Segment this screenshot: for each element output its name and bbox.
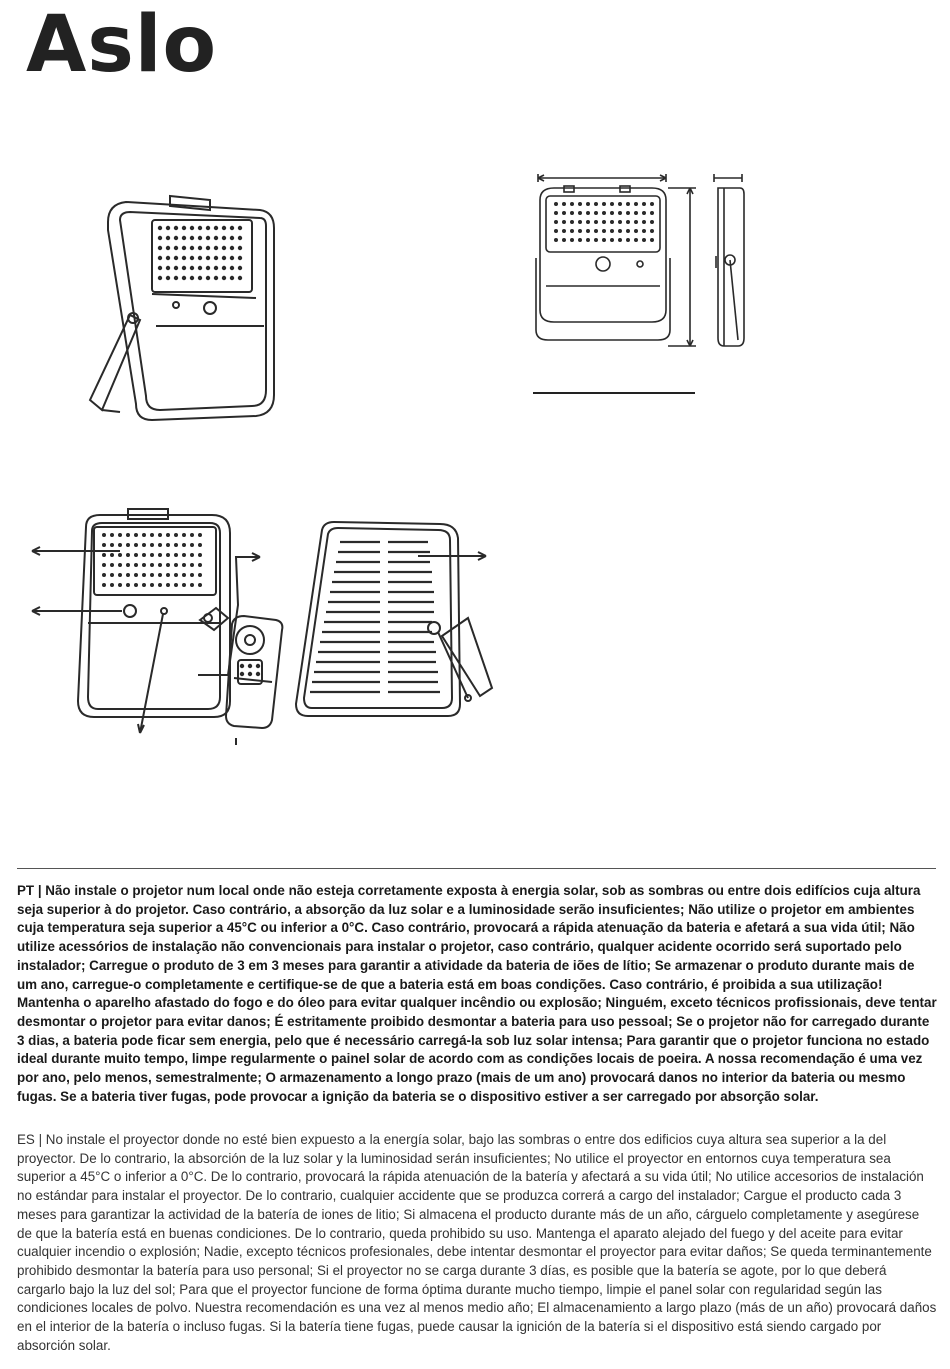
section-divider: [17, 868, 936, 869]
warning-text-es: [17, 1131, 937, 1355]
floodlight-dimension-drawing-icon: [528, 160, 768, 400]
warning-text-pt: [17, 882, 937, 1106]
remote-control-icon: [192, 600, 292, 745]
warning-es-paragraph: ES | No instale el proyector donde no esté bien expuesto a la energía solar, bajo las sombras o entre dos edificios cuya altura sea superior a la del proyector. De lo contrario, la absorción de la luz solar y la luminosidad serán insuficientes; No utilice el proyector en entornos cuya temperatura sea superior a 45°C o inferior a 0°C. De lo contrario, provocará la rápida atenuación de la batería y afectará a su vida útil; No utilice accesorios de instalación no estándar para instalar el proyector. De lo contrario, cualquier accidente que se produzca correrá a cargo del instalador; Cargue el producto cada 3 meses para garantizar la actividad de la batería de iones de litio; Si almacena el producto durante más de un año, cárguelo completamente y asegúrese de que la batería está en buenas condiciones. De lo contrario, queda prohibido su uso. Mantenga el aparato alejado del fuego y del aceite para evitar cualquier incendio o explosión; Nadie, excepto técnicos profesionales, debe intentar desmontar el proyector para evitar daños; Se queda terminantemente prohibido desmontar la batería para uso personal; Si el proyector no se carga durante 3 días, es posible que la batería se agote, por lo que deberá cargarlo bajo la luz del sol; Para que el proyector funcione de forma óptima durante mucho tiempo, limpie el panel solar con regularidad según las condiciones locales de polvo. Nuestra recomendación es una vez al menos medio año; El almacenamiento a largo plazo (más de un año) provocará daños en el interior de la batería o incluso fugas. Si la batería tiene fugas, puede causar la ignición de la batería si el dispositivo está siendo cargado por absorción solar.: [17, 1132, 937, 1353]
brand-logo: Aslo: [26, 0, 218, 90]
warning-pt-paragraph: PT | Não instale o projetor num local onde não esteja corretamente exposta à energia solar, sob as sombras ou entre dois edifícios cuja altura seja superior à do projetor. Caso contrário, a absorção da luz solar e a luminosidade serão insuficientes; Não utilize o projetor em ambientes cuja temperatura seja superior a 45°C ou inferior a 0°C. Caso contrário, provocará a rápida atenuação da bateria e afetará a sua vida útil; Não utilize acessórios de instalação não convencionais para instalar o projetor, caso contrário, qualquer acidente ocorrido será suportado pelo instalador; Carregue o produto de 3 em 3 meses para garantir a atividade da bateria de iões de lítio; Se armazenar o produto durante mais de um ano, carregue-o completamente e certifique-se de que a bateria está em boas condições. Caso contrário, é proibida a sua utilização! Mantenha o aparelho afastado do fogo e do óleo para evitar qualquer incêndio ou explosão; Ninguém, exceto técnicos profissionais, deve tentar desmontar o projetor para evitar danos; É estritamente proibido desmontar a bateria para uso pessoal; Se o projetor não for carregado durante 3 dias, a bateria pode ficar sem energia, pelo que é necessário carregá-la sob luz solar intensa; Para garantir que o projetor funciona no estado ideal durante muito tempo, limpe regularmente o painel solar de acordo com as condições locais de poeira. A nossa recomendação é uma vez por ano, pelo menos, semestralmente; O armazenamento a longo prazo (mais de um ano) provocará danos no interior da bateria ou mesmo fugas. Se a bateria tiver fugas, pode provocar a ignição da bateria se o dispositivo estiver a ser carregado por absorção solar.: [17, 883, 937, 1104]
divider-line: [533, 392, 695, 394]
floodlight-perspective-icon: [60, 190, 290, 430]
solar-panel-back-icon: [292, 518, 502, 723]
